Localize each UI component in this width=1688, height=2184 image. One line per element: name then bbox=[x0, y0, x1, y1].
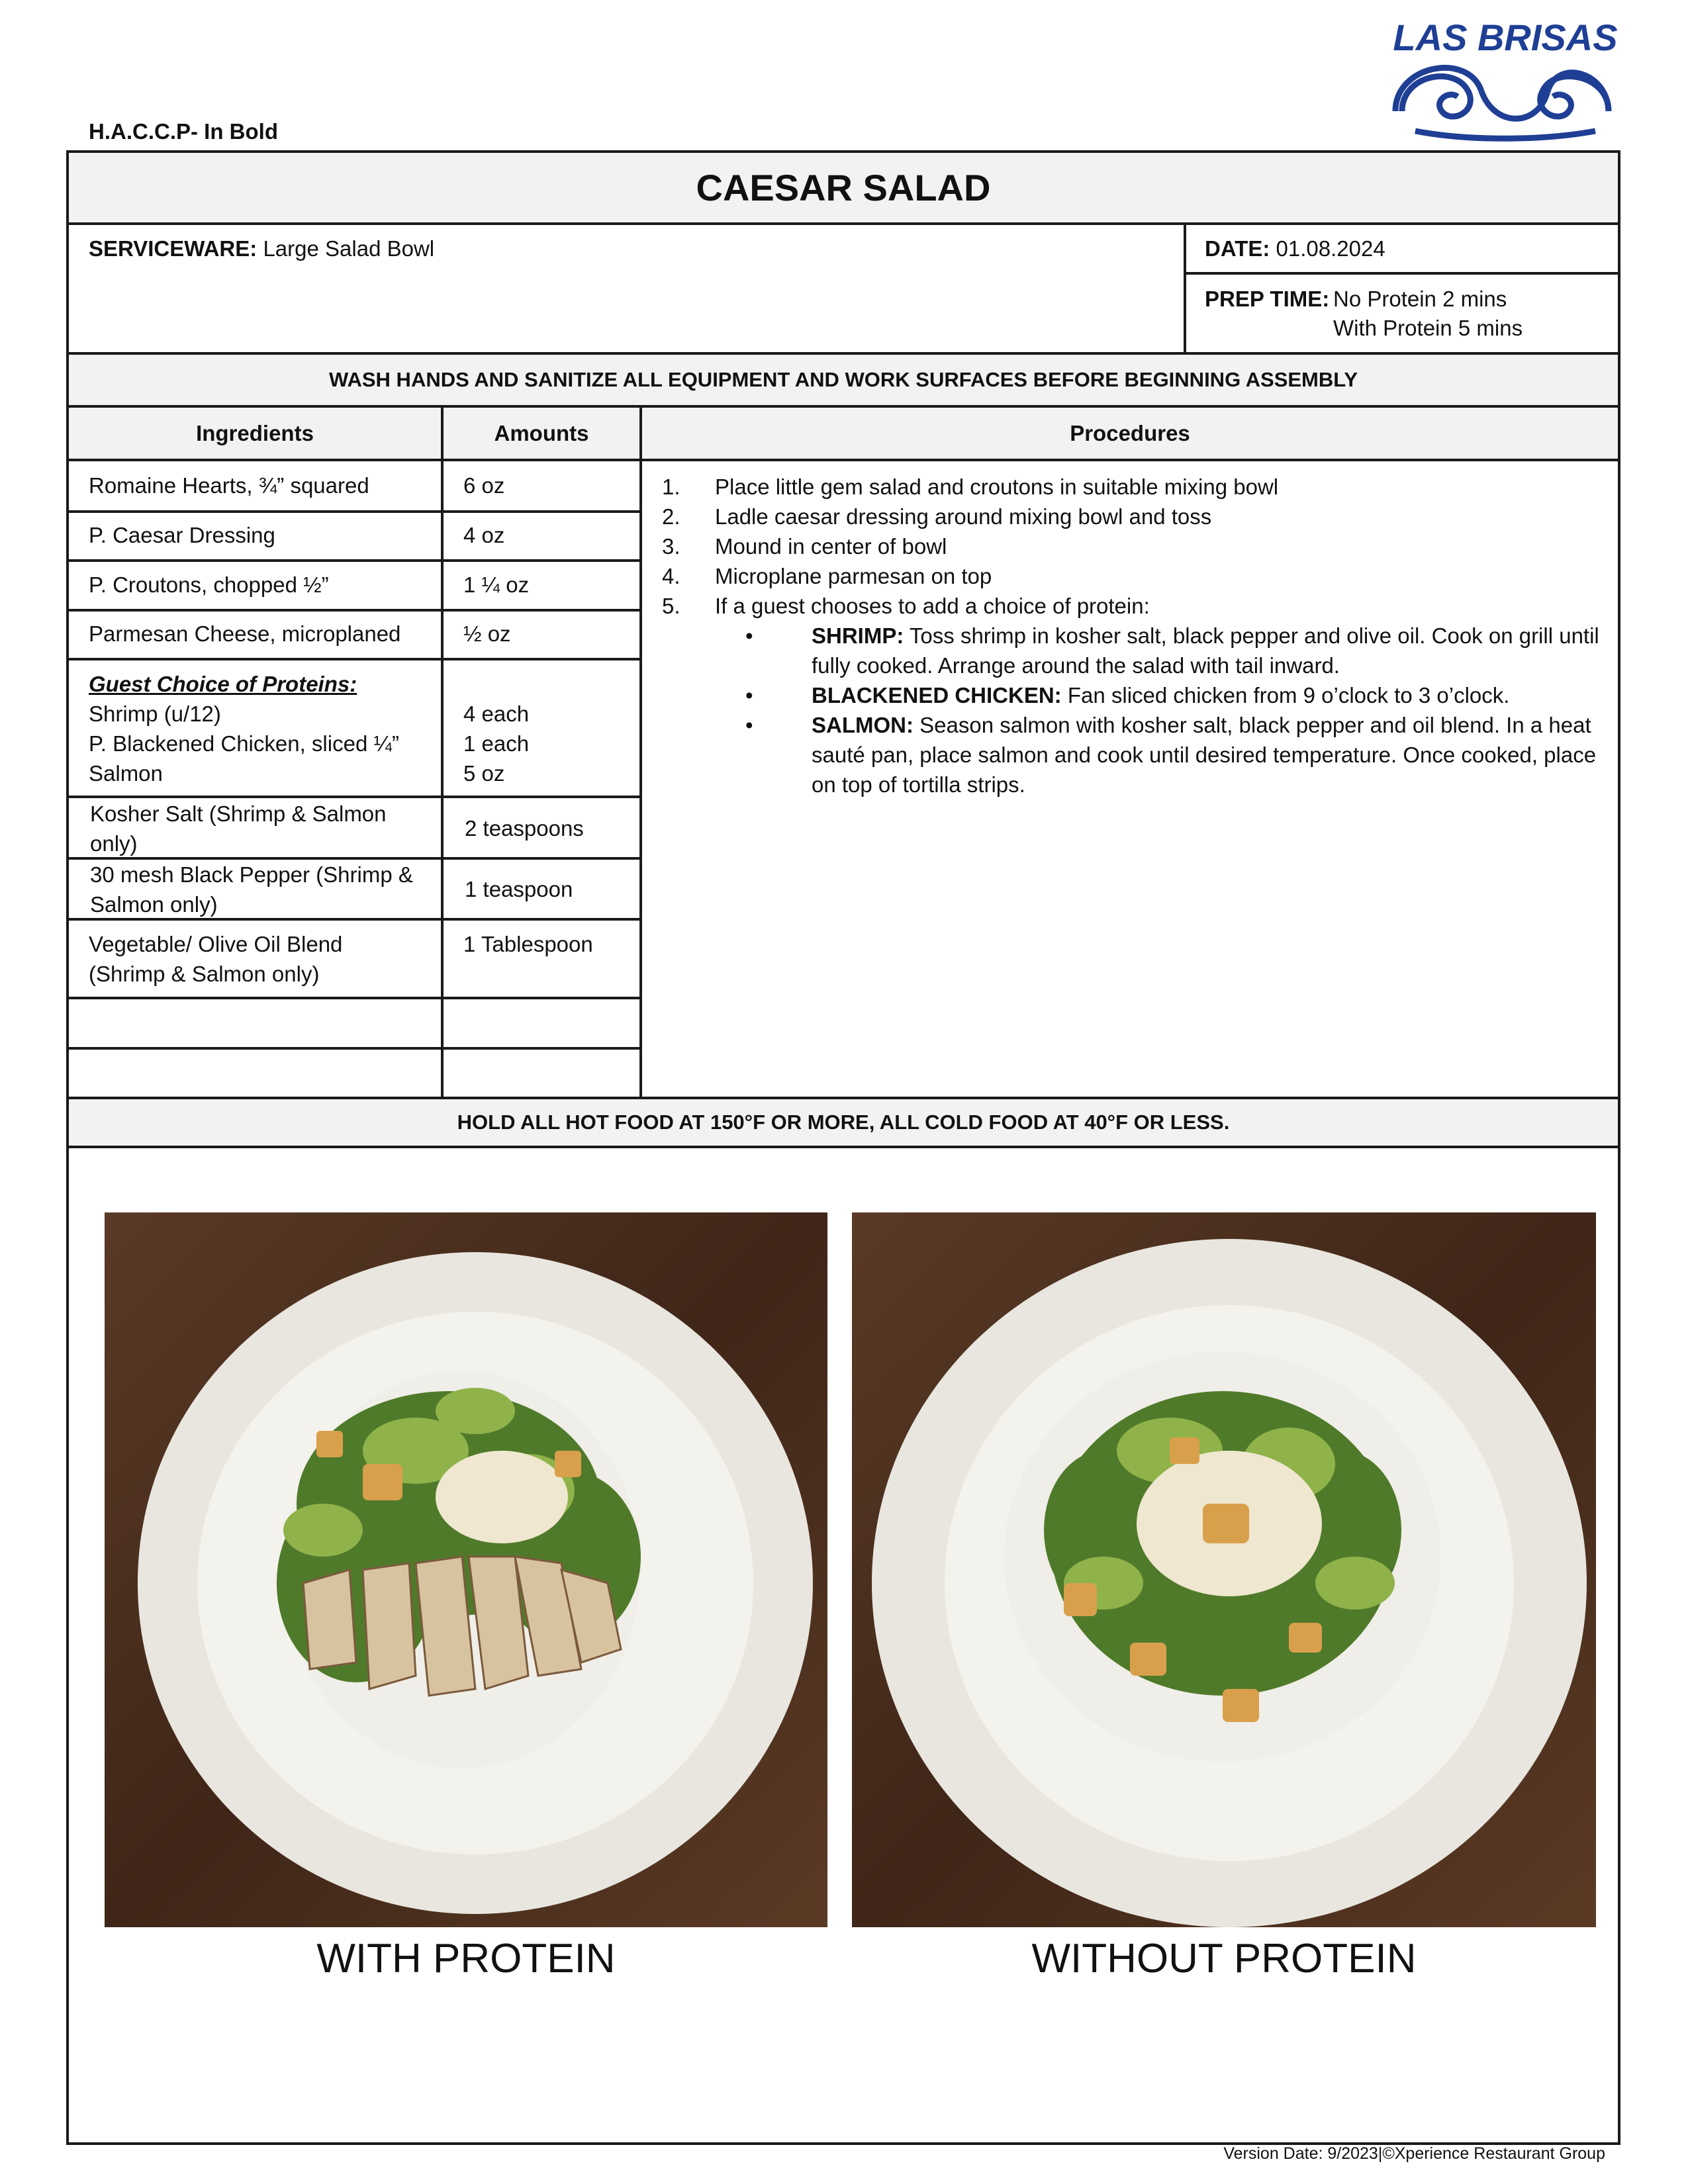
seasoning-name bbox=[90, 860, 413, 919]
ingredient-name: P. Croutons, chopped ½” bbox=[89, 572, 329, 597]
protein-name: Shrimp (u/12) bbox=[89, 702, 221, 726]
seasoning-amount: 1 teaspoon bbox=[465, 877, 573, 901]
photo-with-protein bbox=[105, 1212, 827, 1927]
date bbox=[1205, 234, 1385, 263]
rule bbox=[1185, 272, 1620, 275]
col-rule bbox=[441, 405, 444, 1097]
serviceware bbox=[89, 234, 434, 263]
protein-step-text: Toss shrimp in kosher salt, black pepper and olive oil. Cook on grill until fully cooked. Arrange around the salad with tail inward. bbox=[812, 623, 1599, 678]
protein-step-label: SALMON: bbox=[812, 713, 914, 737]
prep-time-no-protein: No Protein 2 mins bbox=[1333, 287, 1507, 311]
procedure-step bbox=[662, 531, 1602, 561]
seasoning-name bbox=[89, 929, 342, 989]
row-rule bbox=[66, 609, 642, 612]
protein-name: Salmon bbox=[89, 761, 163, 786]
seasoning-line: Salmon only) bbox=[90, 892, 218, 917]
bullet: • bbox=[745, 683, 753, 707]
col-rule bbox=[639, 405, 642, 1097]
salad-with-protein-image bbox=[105, 1212, 827, 1927]
recipe-title: CAESAR SALAD bbox=[69, 153, 1618, 222]
step-number: 1. bbox=[662, 475, 680, 499]
protein-step bbox=[662, 710, 1602, 799]
version-footer: Version Date: 9/2023|©Xperience Restaurant Group bbox=[1223, 2144, 1605, 2163]
serviceware-value: Large Salad Bowl bbox=[263, 236, 435, 261]
seasoning-line: only) bbox=[90, 831, 138, 856]
step-text: Mound in center of bowl bbox=[715, 534, 947, 559]
ingredient-name: Parmesan Cheese, microplaned bbox=[89, 621, 401, 646]
row-rule bbox=[66, 1047, 642, 1050]
protein-amount: 4 each bbox=[463, 702, 530, 726]
column-header-procedures: Procedures bbox=[1070, 420, 1190, 445]
rule bbox=[66, 1097, 1620, 1099]
ingredient-amount: 1 ¼ oz bbox=[463, 572, 530, 597]
procedure-step bbox=[662, 502, 1602, 531]
hold-banner: HOLD ALL HOT FOOD AT 150°F OR MORE, ALL COLD FOOD AT 40°F OR LESS. bbox=[457, 1111, 1230, 1134]
protein-amount: 5 oz bbox=[463, 761, 505, 786]
salad-without-protein-image bbox=[852, 1212, 1596, 1927]
seasoning-amount: 1 Tablespoon bbox=[463, 932, 593, 956]
seasoning-amount: 2 teaspoons bbox=[465, 816, 584, 841]
ingredient-name: Romaine Hearts, ¾” squared bbox=[89, 473, 369, 498]
row-rule bbox=[66, 658, 642, 660]
protein-amounts bbox=[463, 699, 529, 788]
step-number: 3. bbox=[662, 534, 680, 559]
protein-step-text: Fan sliced chicken from 9 o’clock to 3 o’clock. bbox=[1061, 683, 1510, 707]
step-number: 2. bbox=[662, 504, 680, 529]
protein-group-heading: Guest Choice of Proteins: bbox=[89, 672, 357, 696]
photo-without-protein bbox=[852, 1212, 1596, 1927]
las-brisas-logo bbox=[1389, 12, 1622, 144]
caption-without-protein: WITHOUT PROTEIN bbox=[1031, 1936, 1417, 1981]
ingredient-amount: 4 oz bbox=[463, 523, 505, 547]
seasoning-name bbox=[90, 799, 387, 858]
step-text: Microplane parmesan on top bbox=[715, 564, 992, 588]
ingredient-amount: ½ oz bbox=[463, 621, 511, 646]
step-text: Ladle caesar dressing around mixing bowl and toss bbox=[715, 504, 1212, 529]
step-number: 5. bbox=[662, 594, 680, 618]
protein-step-label: SHRIMP: bbox=[812, 623, 904, 648]
haccp-note: H.A.C.C.P- In Bold bbox=[89, 119, 278, 144]
procedure-step bbox=[662, 561, 1602, 591]
protein-step-text: Season salmon with kosher salt, black pepper and oil blend. In a heat sauté pan, place salmon and cook until desired temperature. Once cooked, place on top of tortilla strips. bbox=[812, 713, 1597, 797]
step-text: If a guest chooses to add a choice of protein: bbox=[715, 594, 1150, 618]
protein-amount: 1 each bbox=[463, 731, 530, 756]
date-value: 01.08.2024 bbox=[1276, 236, 1385, 261]
seasoning-line: Vegetable/ Olive Oil Blend bbox=[89, 932, 343, 956]
date-label: DATE: bbox=[1205, 236, 1270, 261]
prep-time-with-protein: With Protein 5 mins bbox=[1333, 316, 1523, 340]
step-text: Place little gem salad and croutons in suitable mixing bowl bbox=[715, 475, 1279, 499]
row-rule bbox=[66, 796, 642, 798]
seasoning-line: 30 mesh Black Pepper (Shrimp & bbox=[90, 862, 413, 887]
logo-text: LAS BRISAS bbox=[1393, 17, 1618, 58]
col-rule bbox=[1184, 222, 1186, 352]
rule bbox=[66, 352, 1620, 355]
step-number: 4. bbox=[662, 564, 680, 588]
wash-banner: WASH HANDS AND SANITIZE ALL EQUIPMENT AND WORK SURFACES BEFORE BEGINNING ASSEMBLY bbox=[328, 368, 1358, 391]
serviceware-label: SERVICEWARE: bbox=[89, 236, 258, 261]
caption-with-protein: WITH PROTEIN bbox=[316, 1936, 616, 1981]
row-rule bbox=[66, 997, 642, 999]
protein-step-label: BLACKENED CHICKEN: bbox=[812, 683, 1062, 707]
seasoning-line: (Shrimp & Salmon only) bbox=[89, 962, 320, 986]
protein-name: P. Blackened Chicken, sliced ¼” bbox=[89, 731, 399, 756]
prep-time-label: PREP TIME: bbox=[1205, 287, 1330, 311]
rule bbox=[66, 459, 1620, 461]
seasoning-line: Kosher Salt (Shrimp & Salmon bbox=[90, 801, 387, 826]
rule bbox=[66, 222, 1620, 225]
bullet: • bbox=[745, 713, 753, 737]
column-header-ingredients: Ingredients bbox=[196, 420, 314, 445]
protein-group bbox=[89, 669, 399, 788]
ingredient-name: P. Caesar Dressing bbox=[89, 523, 275, 547]
procedures-list bbox=[662, 472, 1602, 799]
bullet: • bbox=[745, 623, 753, 648]
ingredient-amount: 6 oz bbox=[463, 473, 505, 498]
rule bbox=[66, 1146, 1620, 1148]
row-rule bbox=[66, 559, 642, 562]
protein-step bbox=[662, 621, 1602, 680]
protein-step bbox=[662, 680, 1602, 710]
column-header-amounts: Amounts bbox=[494, 420, 589, 445]
procedure-step bbox=[662, 591, 1602, 621]
procedure-step bbox=[662, 472, 1602, 502]
row-rule bbox=[66, 510, 642, 513]
